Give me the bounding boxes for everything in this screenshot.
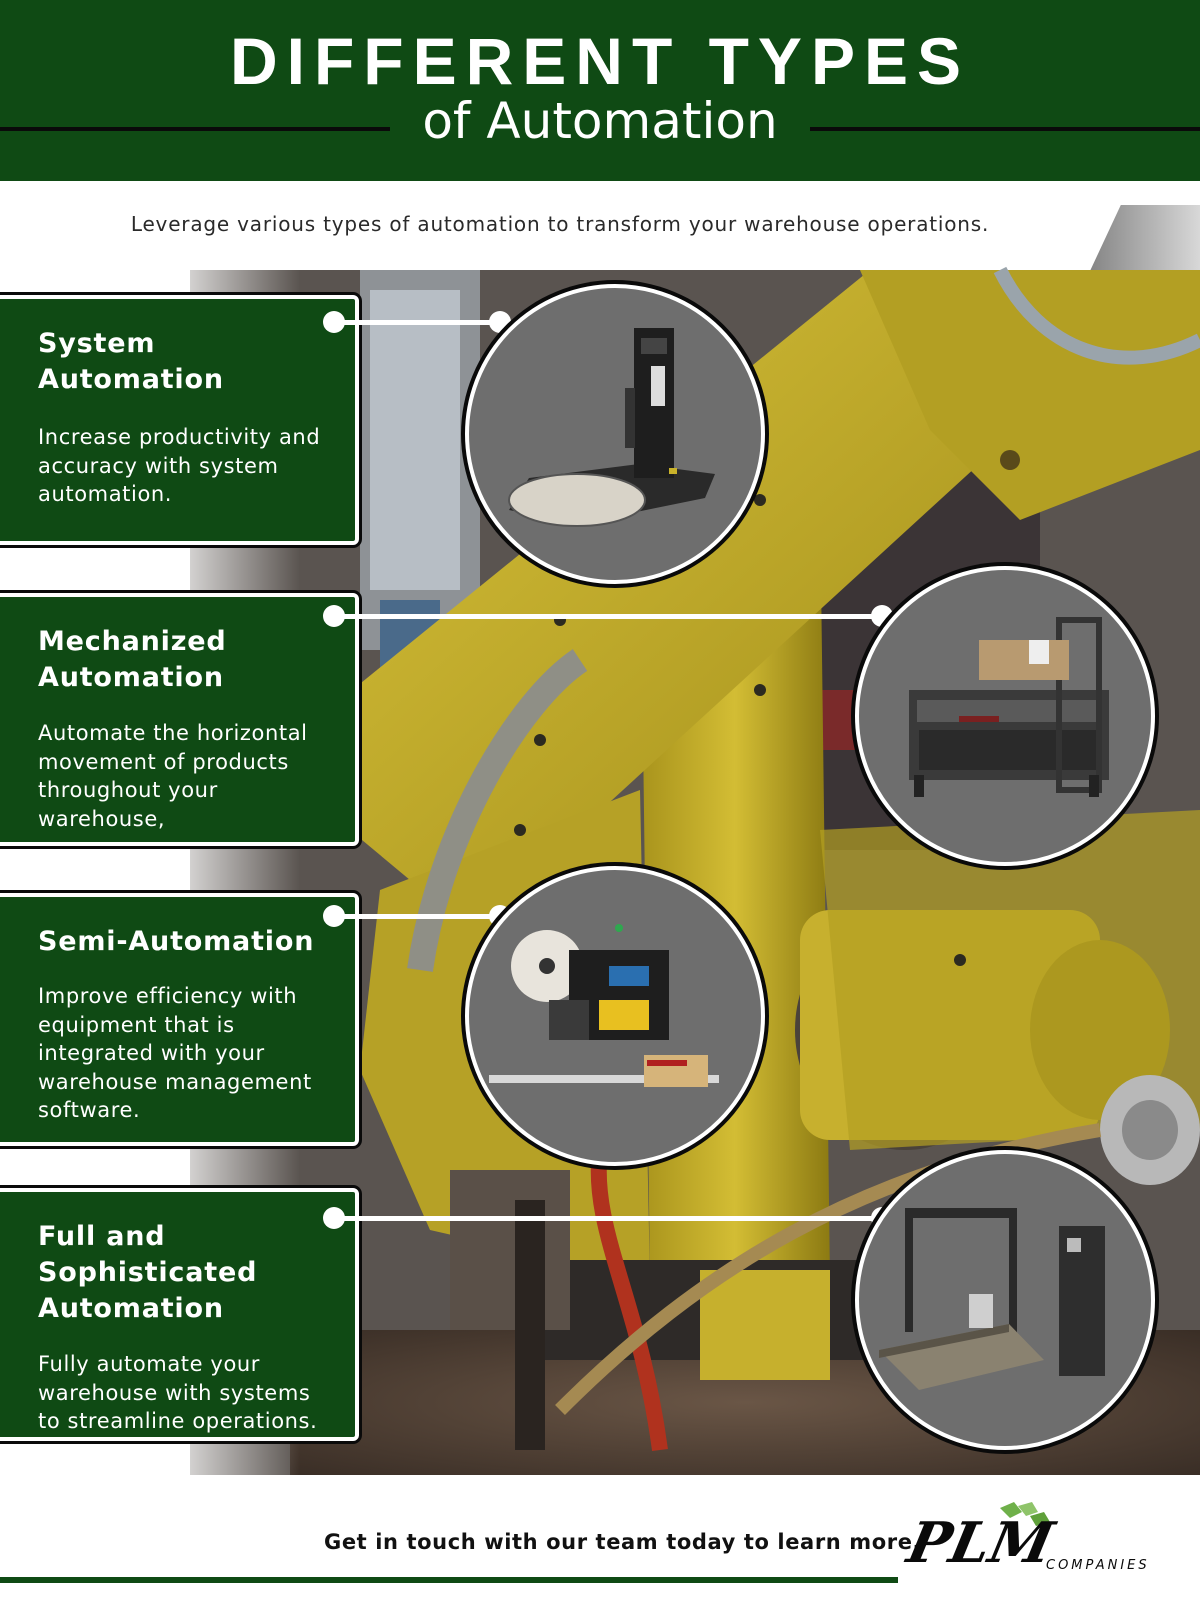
stretch-wrapper-turntable-icon (465, 284, 765, 584)
connector-dot (323, 311, 345, 333)
footer-call-to-action: Get in touch with our team today to learn more. (324, 1530, 922, 1554)
section-title: Mechanized Automation (38, 626, 227, 693)
connector-dot (323, 1207, 345, 1229)
section-description: Automate the horizontal movement of products throughout your warehouse, (38, 721, 308, 831)
mechanized-automation-panel (0, 593, 359, 846)
system-automation-panel (0, 295, 359, 545)
page-subtitle-title: of Automation (422, 92, 778, 150)
case-sealer-machine-icon (855, 566, 1155, 866)
section-description: Improve efficiency with equipment that is integrated with your warehouse management software. (38, 984, 312, 1122)
section-description: Fully automate your warehouse with systems to streamline operations. (38, 1352, 318, 1433)
automated-wrapping-conveyor-icon (855, 1150, 1155, 1450)
header-banner (0, 0, 1200, 181)
semi-automation-panel (0, 893, 359, 1146)
svg-text:COMPANIES: COMPANIES (1046, 1558, 1150, 1573)
section-description: Increase productivity and accuracy with system automation. (38, 425, 321, 506)
footer-divider (0, 1577, 898, 1583)
full-automation-panel (0, 1188, 359, 1441)
section-title: Semi-Automation (38, 926, 315, 957)
connector-line (335, 614, 885, 619)
connector-line (335, 1216, 885, 1221)
page-title: DIFFERENT TYPES (229, 24, 971, 98)
intro-text: Leverage various types of automation to transform your warehouse operations. (130, 212, 990, 236)
section-title: System Automation (38, 328, 224, 395)
connector-dot (323, 905, 345, 927)
label-applicator-icon (465, 866, 765, 1166)
section-title: Full and Sophisticated Automation (38, 1221, 258, 1324)
plm-companies-logo (901, 1500, 1193, 1580)
svg-text:PLM: PLM (901, 1510, 1060, 1576)
connector-dot (323, 605, 345, 627)
